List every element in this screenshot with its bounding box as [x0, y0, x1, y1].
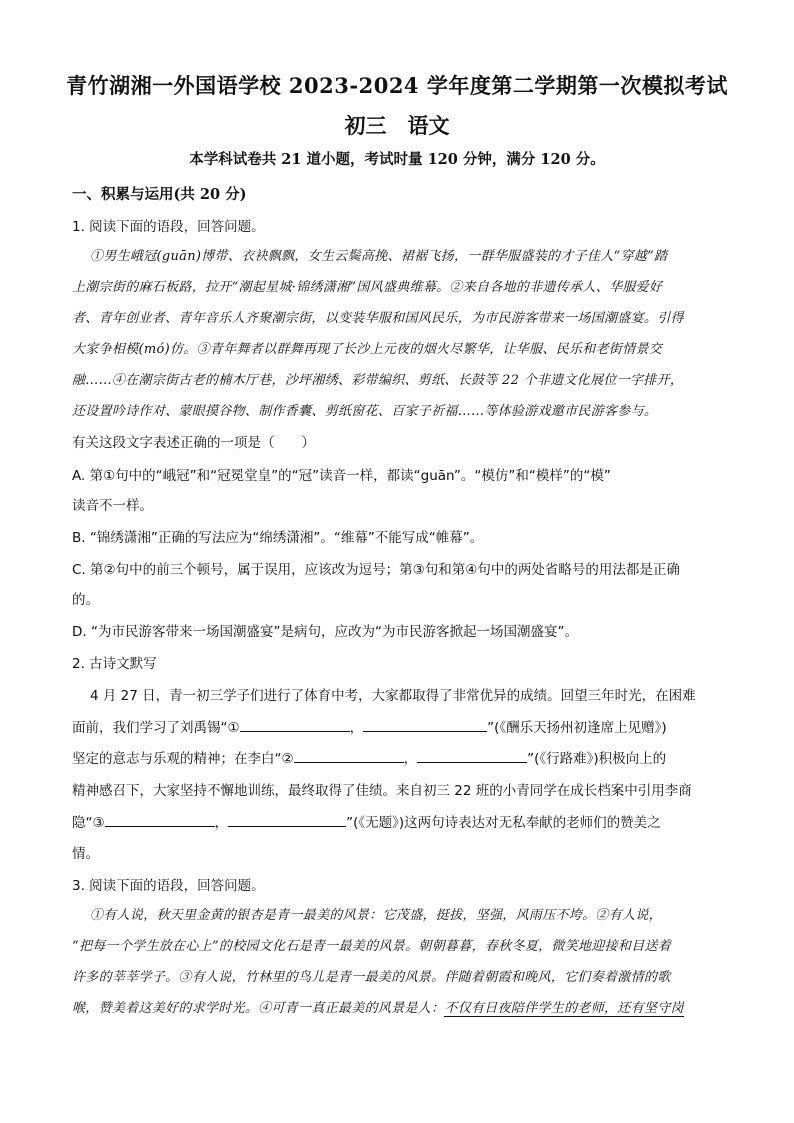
q2-source: ”(《酬乐天扬州初逢席上见赠》)	[487, 720, 667, 736]
passage-line: 许多的莘莘学子。③有人说，竹林里的鸟儿是青一最美的风景。伴随着朝霞和晚风，它们奏着激情的歌	[72, 970, 671, 985]
q2-line	[72, 716, 667, 736]
q2-text: 隐“③	[72, 815, 105, 831]
q1-ask: 有关这段文字表述正确的一项是（ ）	[72, 435, 315, 451]
q2-stem: 2. 古诗文默写	[72, 656, 157, 672]
answer-blank-3b[interactable]	[228, 812, 346, 827]
passage-text: 喉，赞美着这美好的求学时光。④可青一真正最美的风景是人：	[72, 1001, 445, 1016]
answer-blank-1a[interactable]	[240, 717, 350, 732]
q2-line: 情。	[72, 846, 99, 862]
subject-title: 初三 语文	[344, 113, 450, 138]
passage-line: 大家争相模(mó)仿。③青年舞者以群舞再现了长沙上元夜的烟火尽繁华，让华服、民乐和老街情景交	[72, 342, 663, 357]
answer-blank-2b[interactable]	[417, 748, 527, 763]
answer-blank-2a[interactable]	[294, 748, 404, 763]
q2-comma: ，	[403, 751, 418, 767]
passage-line	[72, 997, 684, 1016]
q2-source: ”(《无题》)这两句诗表达对无私奉献的老师们的赞美之	[346, 815, 661, 831]
option-a-cont: 读音不一样。	[72, 498, 153, 514]
passage-line: 还设置吟诗作对、蒙眼摸谷物、制作香囊、剪纸窗花、百家子祈福……等体验游戏邀市民游客参与。	[72, 404, 658, 419]
option-d[interactable]: D. “为市民游客带来一场国潮盛宴”是病句，应改为“为市民游客掀起一场国潮盛宴”。	[72, 624, 578, 640]
q2-comma: ，	[214, 815, 229, 831]
q2-line	[72, 811, 661, 831]
option-a[interactable]: A. 第①句中的“峨冠”和“冠冕堂皇”的“冠”读音一样，都读“guān”。“模仿”和“模样”的“模”	[72, 468, 611, 484]
option-c-cont: 的。	[72, 592, 99, 608]
q2-comma: ，	[349, 720, 364, 736]
q2-line: 精神感召下，大家坚持不懈地训练，最终取得了佳绩。来自初三 22 班的小青同学在成长档案中引用李商	[72, 783, 692, 799]
underlined-sentence: 不仅有日夜陪伴学生的老师，还有坚守岗	[444, 1001, 684, 1016]
passage-line: 者、青年创业者、青年音乐人齐聚潮宗街，以变装华服和国风民乐，为市民游客带来一场国潮盛宴。引得	[72, 311, 684, 326]
q1-stem: 1. 阅读下面的语段，回答问题。	[72, 219, 265, 235]
answer-blank-1b[interactable]	[363, 717, 487, 732]
q2-text: 面前，我们学习了刘禹锡“①	[72, 720, 240, 736]
section-heading: 一、积累与运用(共 20 分)	[72, 186, 247, 203]
answer-blank-3a[interactable]	[105, 812, 215, 827]
option-b[interactable]: B. “锦绣潇湘”正确的写法应为“绵绣潇湘”。“维幕”不能写成“帷幕”。	[72, 530, 484, 546]
passage-line: ①男生峨冠(guān)博带、衣袂飘飘，女生云鬓高挽、裙裾飞扬，一群华服盛装的才子佳人“穿越”踏	[90, 249, 668, 264]
option-c[interactable]: C. 第②句中的前三个顿号，属于误用，应该改为逗号；第③句和第④句中的两处省略号的用法都是正确	[72, 562, 680, 578]
passage-line: 上潮宗街的麻石板路，拉开“潮起星城·锦绣潇湘”国风盛典维幕。②来自各地的非遗传承人、华服爱好	[72, 280, 663, 295]
exam-title: 青竹湖湘一外国语学校 2023-2024 学年度第二学期第一次模拟考试	[66, 73, 728, 98]
passage-line: 融……④在潮宗街古老的楠木厅巷，沙坪湘绣、彩带编织、剪纸、长鼓等 22 个非遗文化展位一字排开，	[72, 373, 684, 388]
passage-line: ①有人说，秋天里金黄的银杏是青一最美的风景：它茂盛，挺拔，坚强，风雨压不垮。②有人说，	[90, 908, 662, 923]
q2-line: 4 月 27 日，青一初三学子们进行了体育中考，大家都取得了非常优异的成绩。回望三年时光，在困难	[90, 688, 696, 704]
q2-source: ”(《行路难》)积极向上的	[527, 751, 667, 767]
q3-stem: 3. 阅读下面的语段，回答问题。	[72, 878, 265, 894]
q2-text: 坚定的意志与乐观的精神；在李白“②	[72, 751, 294, 767]
exam-note: 本学科试卷共 21 道小题，考试时量 120 分钟，满分 120 分。	[189, 151, 605, 168]
passage-line: “把每一个学生放在心上”的校园文化石是青一最美的风景。朝朝暮暮，春秋冬夏，微笑地迎接和目送着	[72, 939, 672, 954]
q2-line	[72, 747, 666, 767]
